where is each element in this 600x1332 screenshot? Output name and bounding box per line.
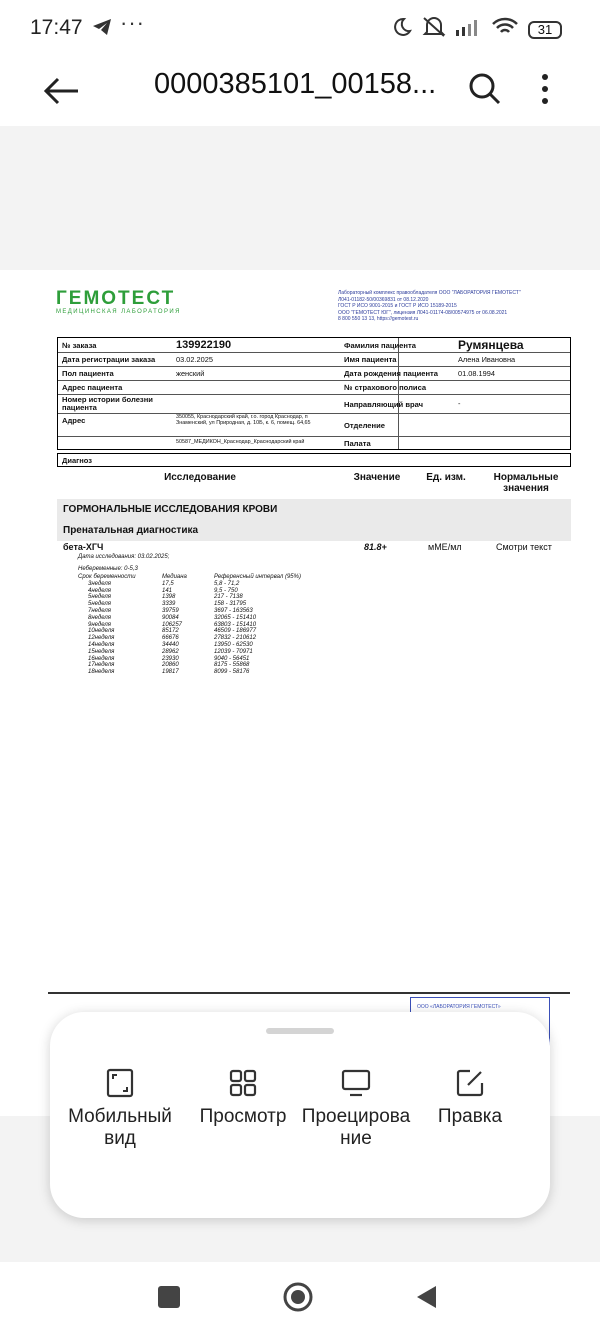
back-arrow-icon[interactable] <box>40 70 82 112</box>
order-number: 139922190 <box>176 339 232 351</box>
col-unit: Ед. изм. <box>426 472 466 483</box>
reference-row: 5неделя 1398 217 - 7138 <box>88 594 243 601</box>
reference-table: Срок беременности Медиана Референсный интервал (95%) 3неделя 17,5 5,8 - 71,2 4неделя 141 9,5 - 750 5неделя 1398 217 - 7138 5неделя 3339 158 - 31795 7неделя 39759 3697 - 163563 8неделя 90084 32065 - 151410 9неделя 106257 63803 - 151410 10неделя 85172 46509 - 186977 12неделя 66676 27832 - 210612 14неделя 34440 13950 - 62530 15неделя 28962 12039 - 70971 16неделя 23930 9040 - 56451 17неделя 20860 8175 - 55868 18неделя 19817 8099 - 58176 <box>78 574 301 676</box>
document-page[interactable] <box>0 270 600 1116</box>
app-bar <box>0 56 600 126</box>
patient-surname: Румянцева <box>458 338 524 352</box>
reference-row: 7неделя 39759 3697 - 163563 <box>88 607 253 614</box>
status-bar <box>0 0 600 56</box>
signal-icon <box>456 18 482 41</box>
section-prenatal: Пренатальная диагностика <box>57 521 571 541</box>
reference-row: 5неделя 3339 158 - 31795 <box>88 601 247 608</box>
test-date: Дата исследования: 03.02.2025; <box>78 554 170 560</box>
document-title: 0000385101_00158... <box>154 68 437 100</box>
lab-header-info: Лабораторный комплекс правообладателя ООО "ЛАБОРАТОРИЯ ГЕМОТЕСТ" Л041-01182-50/00369831 от 08.12.2020 ГОСТ Р ИСО 9001-2015 и ГОСТ Р ИСО 15189-2015 ООО "ГЕМОТЕСТ ЮГ", лицензия Л041-01174-08/00574975 от 06.08.2021 8 800 550 13 13, https://gemotest.ru <box>338 290 521 322</box>
test-unit: мМЕ/мл <box>428 542 462 552</box>
reference-row: 18неделя 19817 8099 - 58176 <box>88 669 250 676</box>
reference-row: 4неделя 141 9,5 - 750 <box>88 587 238 594</box>
recents-button[interactable] <box>158 1286 180 1308</box>
mute-icon <box>422 16 446 43</box>
test-norm: Смотри текст <box>496 542 552 552</box>
reference-row: 16неделя 23930 9040 - 56451 <box>88 655 250 662</box>
sheet-drag-handle[interactable] <box>266 1028 334 1034</box>
col-norm: Нормальные значения <box>493 472 559 494</box>
preview-button[interactable]: Просмотр <box>183 1068 303 1128</box>
gemotest-logo: ГЕМОТЕСТ МЕДИЦИНСКАЯ ЛАБОРАТОРИЯ <box>56 288 181 315</box>
view-options-sheet <box>50 1012 550 1218</box>
reference-row: 10неделя 85172 46509 - 186977 <box>88 628 257 635</box>
reference-row: 14неделя 34440 13950 - 62530 <box>88 641 253 648</box>
status-time: 17:47 <box>30 16 83 39</box>
more-options-icon[interactable] <box>530 70 560 113</box>
nav-back-button[interactable] <box>414 1284 438 1315</box>
search-icon[interactable] <box>466 70 504 113</box>
lab-stamp: ООО «ЛАБОРАТОРИЯ ГЕМОТЕСТ» <box>410 997 550 1081</box>
col-value: Значение <box>353 472 401 483</box>
test-value: 81.8+ <box>364 542 387 552</box>
status-icons <box>392 16 562 43</box>
patient-info-table: № заказа 139922190 Фамилия пациента Румянцева Дата регистрации заказа 03.02.2025 Имя пациента Алена Ивановна Пол пациента женский Дата рождения пациента 01.08.1994 Адрес пациента № страхового полиса Номер истории болезни пациента Направляющий врач - Адрес 350055, Краснодарский край, г.о. город Краснодар, п Знаменский, ул Природная, д. 10Б, к. 6, помещ. 64,65 Отделение 50587_МЕДИКОН_Краснодар_Краснодарский край Палата <box>57 337 571 450</box>
reference-row: 12неделя 66676 27832 - 210612 <box>88 635 257 642</box>
more-notifications-icon: ··· <box>120 10 145 35</box>
wifi-icon <box>492 17 518 42</box>
col-study: Исследование <box>164 472 236 483</box>
system-nav-bar <box>0 1262 600 1332</box>
section-hormonal: ГОРМОНАЛЬНЫЕ ИССЛЕДОВАНИЯ КРОВИ <box>57 499 571 521</box>
edit-icon <box>410 1068 530 1098</box>
reference-row: 9неделя 106257 63803 - 151410 <box>88 621 257 628</box>
reference-row: 15неделя 28962 12039 - 70971 <box>88 648 253 655</box>
page-separator <box>48 992 570 994</box>
test-name: бета-ХГЧ <box>63 542 104 552</box>
diagnosis-row: Диагноз <box>57 453 571 467</box>
edit-button[interactable]: Правка <box>410 1068 530 1128</box>
reference-row: 3неделя 17,5 5,8 - 71,2 <box>88 580 240 587</box>
project-button[interactable]: Проецирова ние <box>296 1068 416 1150</box>
nonpregnant-ref: Небеременные: 0-5,3 <box>78 566 138 572</box>
telegram-icon <box>92 18 112 41</box>
reference-row: 17неделя 20860 8175 - 55868 <box>88 662 250 669</box>
monitor-icon <box>296 1068 416 1098</box>
battery-indicator: 31 <box>528 21 562 39</box>
reference-row: 8неделя 90084 32065 - 151410 <box>88 614 257 621</box>
home-button[interactable] <box>282 1281 314 1318</box>
mobile-view-icon <box>60 1068 180 1098</box>
mobile-view-button[interactable]: Мобильный вид <box>60 1068 180 1150</box>
grid-view-icon <box>183 1068 303 1098</box>
moon-icon <box>392 17 412 42</box>
